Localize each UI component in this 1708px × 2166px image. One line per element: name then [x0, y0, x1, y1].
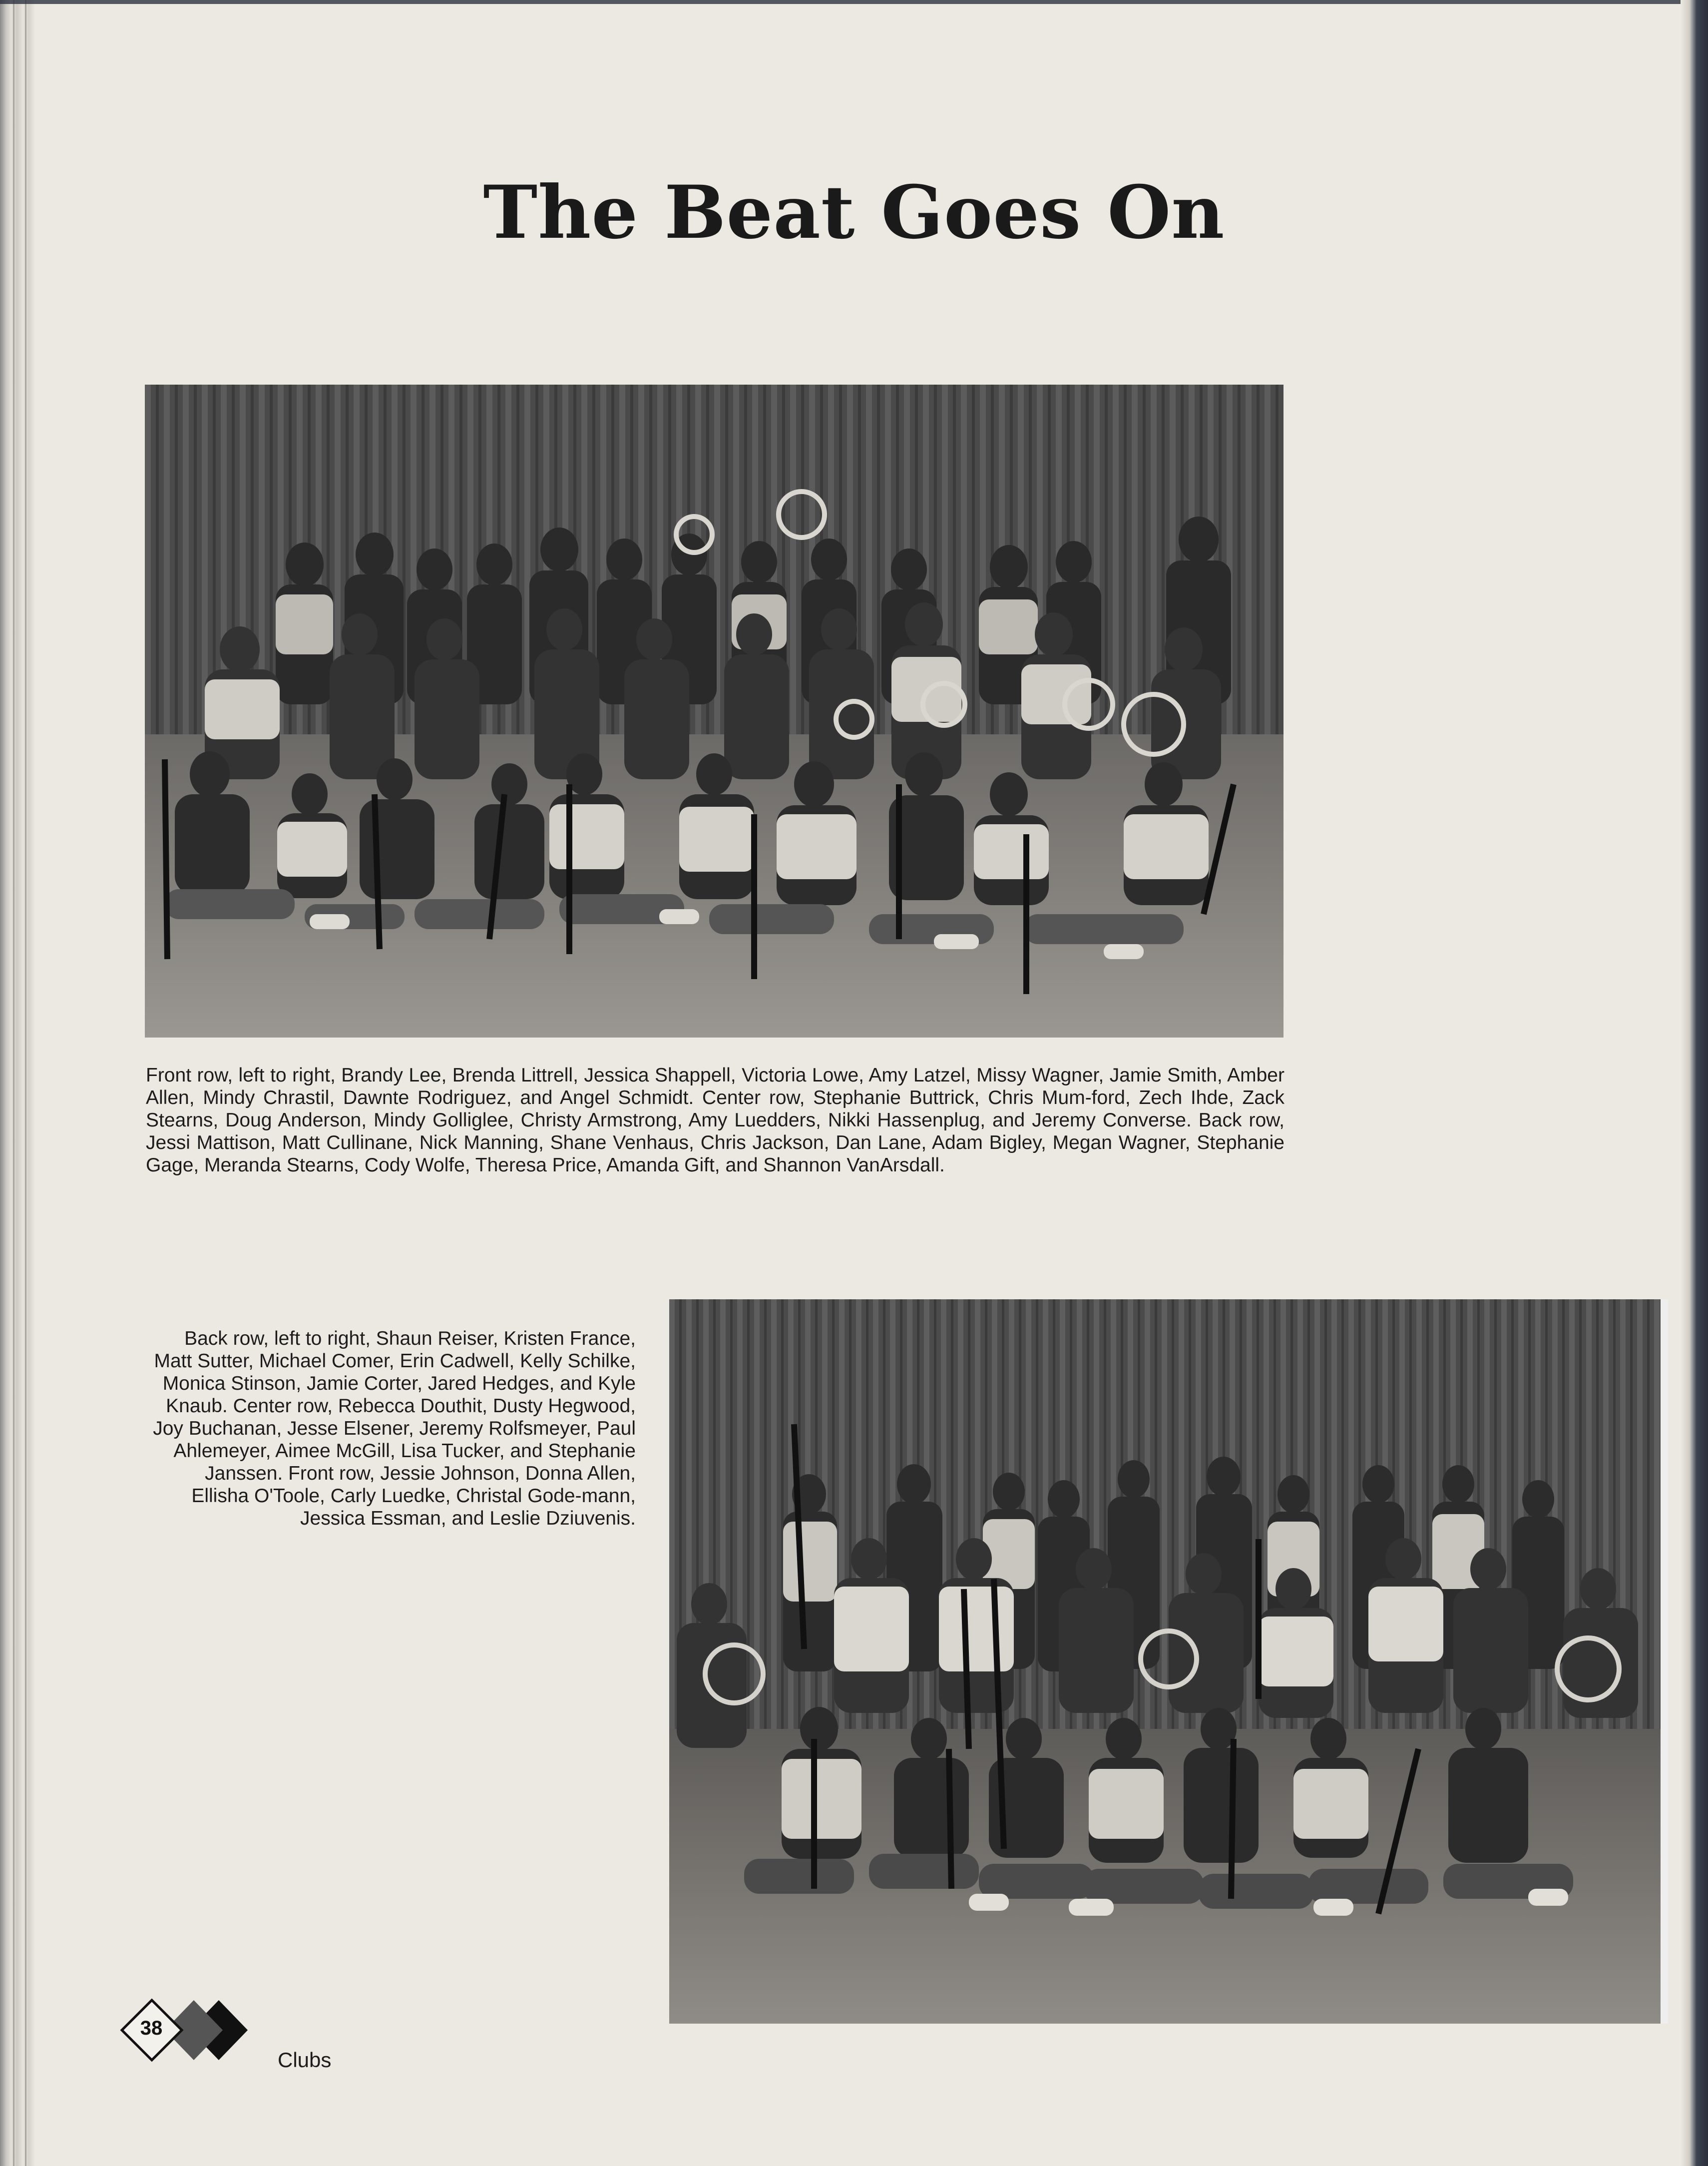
photo-1-image	[145, 385, 1283, 1038]
band-group-photo-2	[669, 1299, 1668, 2024]
gutter-line	[13, 0, 14, 2166]
page-title: The Beat Goes On	[483, 170, 1225, 255]
band-group-photo-1	[145, 385, 1283, 1038]
page-top-edge	[0, 0, 1708, 4]
page-right-edge	[1681, 0, 1708, 2166]
page-number: 38	[140, 2017, 163, 2039]
photo-2-image	[669, 1299, 1668, 2024]
gutter-line	[25, 0, 26, 2166]
book-gutter	[0, 0, 35, 2166]
photo-1-caption: Front row, left to right, Brandy Lee, Brenda Littrell, Jessica Shappell, Victoria Lowe, Amy Latzel, Missy Wagner, Jamie Smith, Amber Allen, Mindy Chrastil, Dawnte Rodriguez, and Angel Schmidt. Center row, Stephanie Buttrick, Chris Mum-ford, Zech Ihde, Zack Stearns, Doug Anderson, Mindy Golliglee, Christy Armstrong, Amy Luedders, Nikki Hassenplug, and Jeremy Converse. Back row, Jessi Mattison, Matt Cullinane, Nick Manning, Shane Venhaus, Chris Jackson, Dan Lane, Adam Bigley, Megan Wagner, Stephanie Gage, Meranda Stearns, Cody Wolfe, Theresa Price, Amanda Gift, and Shannon VanArsdall.	[146, 1065, 1284, 1176]
photo-2-caption: Back row, left to right, Shaun Reiser, Kristen France, Matt Sutter, Michael Comer, Erin Cadwell, Kelly Schilke, Monica Stinson, Jamie Corter, Jared Hedges, and Kyle Knaub. Center row, Rebecca Douthit, Dusty Hegwood, Joy Buchanan, Jesse Elsener, Jeremy Rolfsmeyer, Paul Ahlemeyer, Aimee McGill, Lisa Tucker, and Stephanie Janssen. Front row, Jessie Johnson, Donna Allen, Ellisha O'Toole, Carly Luedke, Christal Gode-mann, Jessica Essman, and Leslie Dziuvenis.	[153, 1328, 636, 1529]
section-name: Clubs	[278, 2048, 332, 2072]
page-folio	[119, 1998, 249, 2063]
